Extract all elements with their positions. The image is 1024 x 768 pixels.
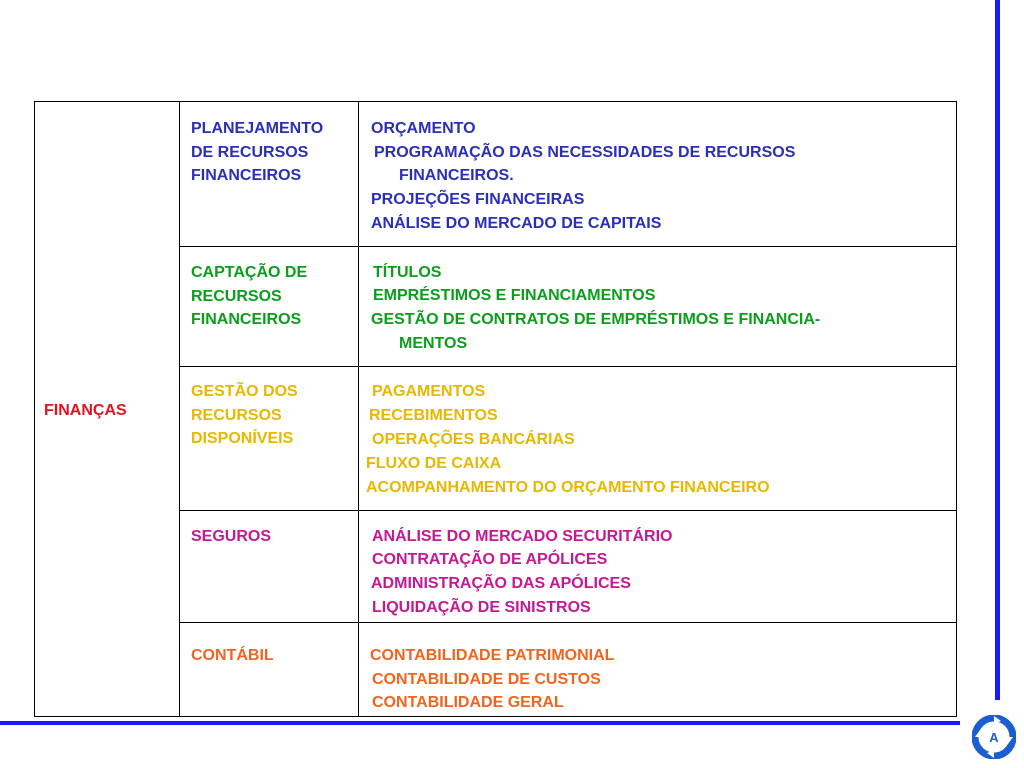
list-item: GESTÃO DE CONTRATOS DE EMPRÉSTIMOS E FINANCIA- (371, 311, 821, 328)
list-item: PROGRAMAÇÃO DAS NECESSIDADES DE RECURSOS (374, 144, 796, 161)
row-divider (179, 510, 957, 511)
list-item: OPERAÇÕES BANCÁRIAS (372, 431, 575, 448)
list-item: TÍTULOS (373, 264, 442, 281)
category-label: PLANEJAMENTO DE RECURSOS FINANCEIROS (191, 120, 324, 184)
list-item: FLUXO DE CAIXA (366, 455, 502, 472)
row-divider (179, 622, 957, 623)
list-item: PAGAMENTOS (372, 383, 486, 400)
list-item: ANÁLISE DO MERCADO SECURITÁRIO (372, 528, 673, 545)
category-label: CONTÁBIL (191, 647, 274, 664)
list-item: ADMINISTRAÇÃO DAS APÓLICES (371, 575, 631, 592)
list-item: PROJEÇÕES FINANCEIRAS (371, 191, 585, 208)
list-item: FINANCEIROS. (399, 167, 514, 184)
row-divider (179, 366, 957, 367)
list-item: CONTABILIDADE PATRIMONIAL (370, 647, 615, 664)
category-label: SEGUROS (191, 528, 272, 545)
list-item: ORÇAMENTO (371, 120, 476, 137)
row-divider (179, 246, 957, 247)
table-divider-left (179, 101, 180, 717)
list-item: CONTABILIDADE GERAL (372, 694, 564, 711)
main-category-label: FINANÇAS (44, 402, 127, 419)
bottom-accent-bar (0, 721, 960, 725)
list-item: LIQUIDAÇÃO DE SINISTROS (372, 599, 591, 616)
list-item: CONTRATAÇÃO DE APÓLICES (372, 551, 608, 568)
table-divider-right (358, 101, 359, 717)
list-item: MENTOS (399, 335, 468, 352)
right-accent-bar (995, 0, 1000, 700)
logo-letter: A (989, 730, 999, 745)
list-item: ACOMPANHAMENTO DO ORÇAMENTO FINANCEIRO (366, 479, 770, 496)
list-item: ANÁLISE DO MERCADO DE CAPITAIS (371, 215, 662, 232)
category-label: CAPTAÇÃO DE RECURSOS FINANCEIROS (191, 264, 308, 328)
list-item: RECEBIMENTOS (369, 407, 498, 424)
category-label: GESTÃO DOS RECURSOS DISPONÍVEIS (191, 383, 298, 447)
circular-arrows-logo-icon (972, 715, 1016, 759)
list-item: CONTABILIDADE DE CUSTOS (372, 671, 601, 688)
list-item: EMPRÉSTIMOS E FINANCIAMENTOS (373, 287, 656, 304)
